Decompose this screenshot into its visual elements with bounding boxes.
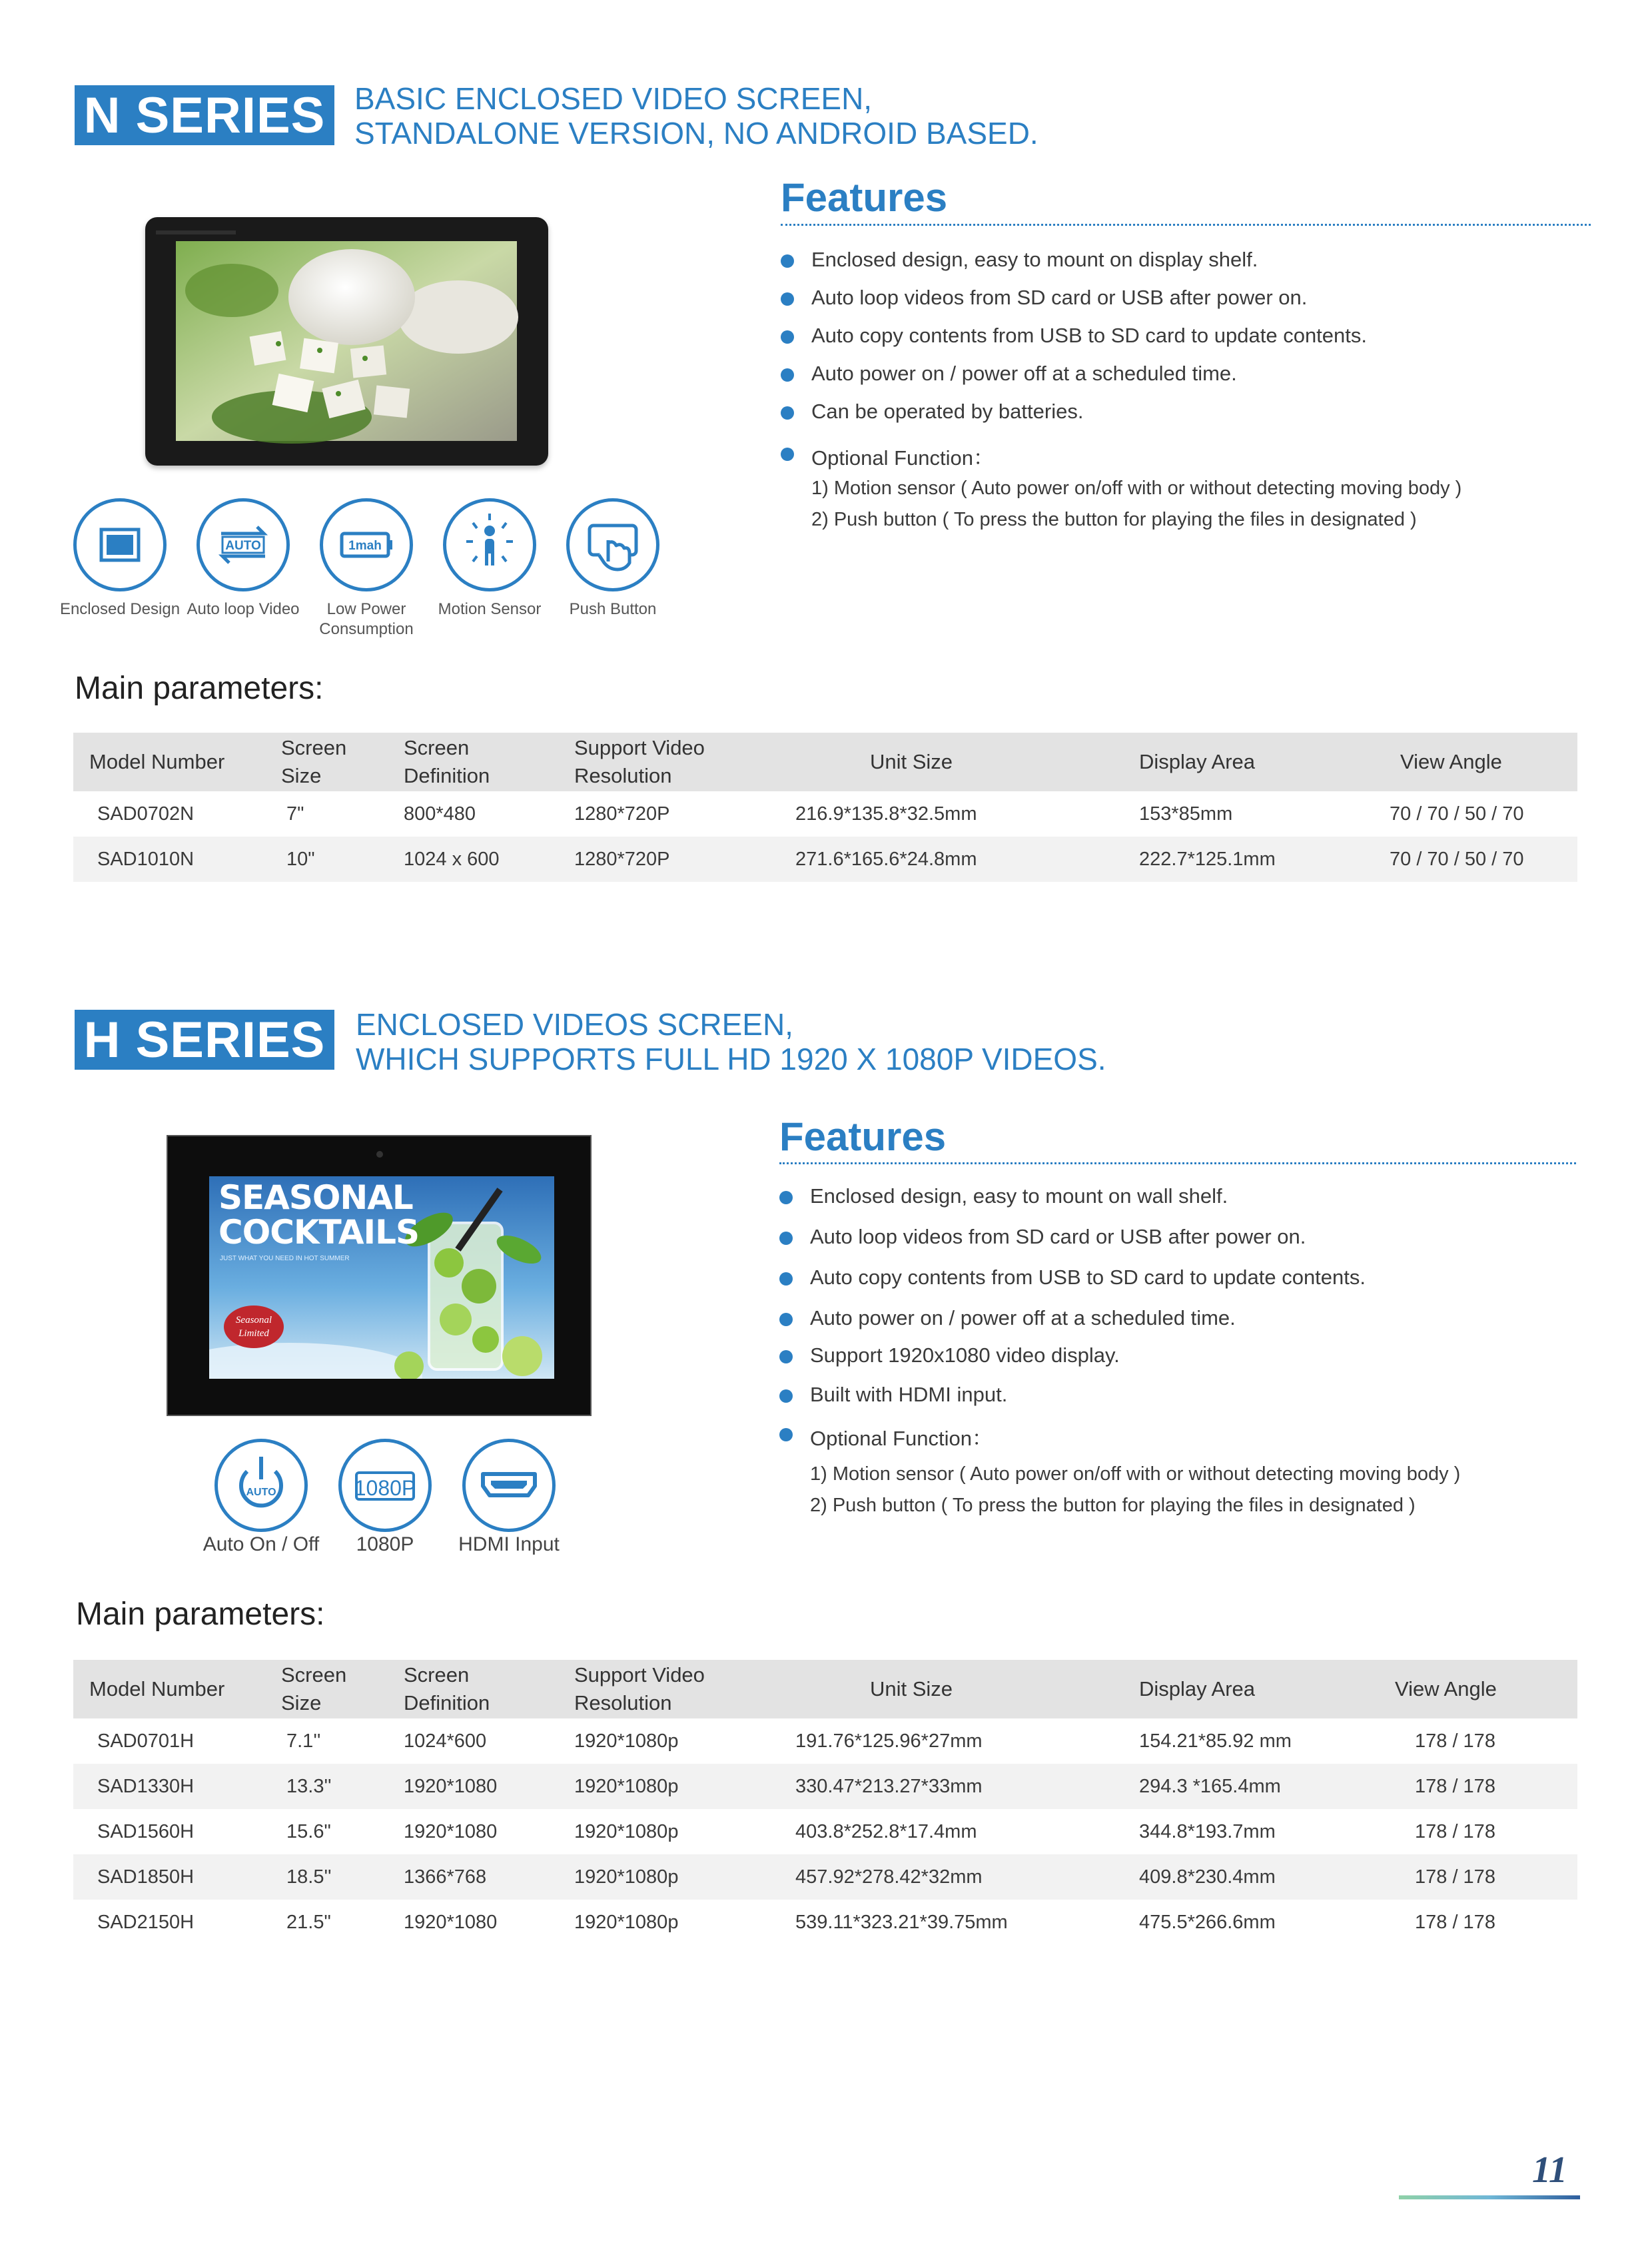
low-power-icon xyxy=(320,498,413,591)
auto-on-off-icon xyxy=(214,1439,308,1532)
cell-resolution: 1280*720P xyxy=(574,837,787,882)
cell-view-angle: 70 / 70 / 50 / 70 xyxy=(1390,803,1524,825)
cell-model: SAD1330H xyxy=(73,1764,281,1809)
cell-definition: 1920*1080 xyxy=(404,1911,498,1933)
svg-text:AUTO: AUTO xyxy=(246,1487,276,1498)
cell-view-angle: 70 / 70 / 50 / 70 xyxy=(1390,837,1577,882)
table-row xyxy=(73,1854,1577,1900)
cell-view-angle: 178 / 178 xyxy=(1390,1764,1577,1809)
col-view-angle: View Angle xyxy=(1390,733,1577,791)
hdmi-input-icon xyxy=(462,1439,556,1532)
cell-definition: 800*480 xyxy=(404,803,476,825)
h-optional-functions xyxy=(810,1459,1609,1521)
cell-resolution: 1920*1080p xyxy=(574,1820,679,1842)
push-button-icon xyxy=(566,498,659,591)
h-series-subtitle-line2: WHICH SUPPORTS FULL HD 1920 X 1080P VIDEOS. xyxy=(356,1042,1106,1076)
h-feature-item: Optional Function： xyxy=(779,1421,1599,1451)
cell-definition: 1024*600 xyxy=(404,1730,487,1752)
svg-text:1mah: 1mah xyxy=(348,539,382,553)
screen-headline-1: SEASONAL xyxy=(218,1178,413,1217)
cell-model: SAD1850H xyxy=(73,1854,281,1900)
table-row xyxy=(73,1900,1577,1945)
table-row xyxy=(73,1764,1577,1809)
cell-resolution: 1920*1080p xyxy=(574,1730,679,1752)
col-support-video-resolution: Support Video Resolution xyxy=(574,733,787,791)
cell-definition: 1024 x 600 xyxy=(404,837,574,882)
cell-resolution: 1920*1080p xyxy=(574,1764,787,1809)
cell-view-angle: 178 / 178 xyxy=(1415,1911,1495,1933)
n-feature-item: Auto loop videos from SD card or USB after power on. xyxy=(781,286,1600,324)
cell-resolution: 1280*720P xyxy=(574,803,670,825)
motion-sensor-icon xyxy=(443,498,536,591)
col-display-area: Display Area xyxy=(1130,733,1390,791)
low-power-label-line2: Consumption xyxy=(319,620,414,638)
push-button-label: Push Button xyxy=(569,600,657,618)
h-features-list xyxy=(779,1184,1599,1451)
n-feature-item: Auto copy contents from USB to SD card to update contents. xyxy=(781,324,1600,362)
h-optional-item: 2) Push button ( To press the button for playing the files in designated ) xyxy=(810,1495,1416,1516)
cell-model: SAD2150H xyxy=(97,1911,195,1933)
h-series-badge: H SERIES xyxy=(75,1010,334,1070)
cell-unit-size: 330.47*213.27*33mm xyxy=(787,1764,1130,1809)
cell-unit-size: 191.76*125.96*27mm xyxy=(795,1730,983,1752)
enclosed-design-label: Enclosed Design xyxy=(59,600,181,618)
table-row xyxy=(73,791,1577,837)
col-support-video-resolution: Support Video Resolution xyxy=(574,1660,787,1718)
cell-resolution: 1920*1080p xyxy=(574,1854,787,1900)
cell-screen-size: 21.5" xyxy=(286,1911,331,1933)
h-main-parameters-title: Main parameters: xyxy=(76,1597,325,1632)
h-optional-item: 1) Motion sensor ( Auto power on/off with or without detecting moving body ) xyxy=(810,1463,1461,1485)
n-feature-item: Can be operated by batteries. xyxy=(781,400,1600,441)
cell-display-area: 222.7*125.1mm xyxy=(1130,837,1390,882)
cell-view-angle: 178 / 178 xyxy=(1390,1854,1577,1900)
cell-model: SAD0701H xyxy=(97,1730,195,1752)
col-unit-size: Unit Size xyxy=(787,733,1130,791)
h-features-title: Features xyxy=(779,1114,947,1159)
n-feature-item: Enclosed design, easy to mount on display shelf. xyxy=(781,248,1600,286)
h-series-screen xyxy=(209,1176,554,1379)
cell-screen-size: 10" xyxy=(281,837,404,882)
n-series-subtitle xyxy=(354,81,1220,151)
col-display-area: Display Area xyxy=(1130,1660,1390,1718)
h-features-divider xyxy=(779,1162,1576,1164)
enclosed-design-icon xyxy=(73,498,167,591)
n-feature-item: Optional Function： xyxy=(781,441,1600,471)
seal-line1: Seasonal xyxy=(235,1315,272,1325)
col-screen-definition: Screen Definition xyxy=(404,733,574,791)
cell-display-area: 153*85mm xyxy=(1139,803,1233,825)
n-features-divider xyxy=(781,224,1591,226)
cell-screen-size: 18.5'' xyxy=(281,1854,404,1900)
cell-view-angle: 178 / 178 xyxy=(1415,1730,1495,1752)
table-row xyxy=(73,1809,1577,1854)
1080p-label: 1080P xyxy=(356,1533,414,1555)
cell-model: SAD1010N xyxy=(73,837,281,882)
h-series-product-image xyxy=(167,1135,592,1416)
footer-line xyxy=(1399,2195,1580,2199)
cell-display-area: 344.8*193.7mm xyxy=(1139,1820,1276,1842)
page-number: 11 xyxy=(1532,2149,1567,2191)
col-screen-definition: Screen Definition xyxy=(404,1660,574,1718)
screen-headline-2: COCKTAILS xyxy=(218,1213,420,1252)
col-model-number: Model Number xyxy=(73,733,281,791)
cell-definition: 1920*1080 xyxy=(404,1820,498,1842)
cell-screen-size: 15.6" xyxy=(286,1820,331,1842)
low-power-label-line1: Low Power xyxy=(326,600,406,618)
h-feature-item: Enclosed design, easy to mount on wall shelf. xyxy=(779,1184,1599,1225)
motion-sensor-label: Motion Sensor xyxy=(438,600,542,618)
h-feature-item: Built with HDMI input. xyxy=(779,1383,1599,1421)
n-parameters-table xyxy=(73,733,1577,882)
auto-loop-video-label: Auto loop Video xyxy=(187,600,300,618)
n-features-title: Features xyxy=(781,175,948,220)
col-unit-size: Unit Size xyxy=(787,1660,1130,1718)
n-optional-functions xyxy=(811,473,1611,536)
svg-text:AUTO: AUTO xyxy=(225,539,261,553)
h-series-subtitle xyxy=(356,1007,1288,1076)
n-series-product-image xyxy=(145,217,548,466)
h-feature-item: Support 1920x1080 video display. xyxy=(779,1343,1599,1383)
n-optional-item: 1) Motion sensor ( Auto power on/off with or without detecting moving body ) xyxy=(811,478,1462,499)
n-series-subtitle-line2: STANDALONE VERSION, NO ANDROID BASED. xyxy=(354,116,1038,151)
h-feature-item: Auto power on / power off at a scheduled time. xyxy=(779,1306,1599,1343)
cell-unit-size: 216.9*135.8*32.5mm xyxy=(795,803,977,825)
screen-tagline: JUST WHAT YOU NEED IN HOT SUMMER xyxy=(220,1255,350,1262)
n-series-screen-photo xyxy=(145,217,548,466)
hdmi-input-label: HDMI Input xyxy=(458,1533,560,1555)
cell-screen-size: 7" xyxy=(286,803,304,825)
seal-line2: Limited xyxy=(238,1328,269,1339)
cell-unit-size: 271.6*165.6*24.8mm xyxy=(787,837,1130,882)
table-row xyxy=(73,1718,1577,1764)
seasonal-limited-seal xyxy=(224,1306,284,1348)
cell-display-area: 409.8*230.4mm xyxy=(1130,1854,1390,1900)
col-view-angle: View Angle xyxy=(1390,1660,1577,1718)
1080p-icon xyxy=(338,1439,432,1532)
auto-on-off-label: Auto On / Off xyxy=(203,1533,320,1555)
cell-definition: 1366*768 xyxy=(404,1854,574,1900)
h-parameters-table xyxy=(73,1660,1577,1945)
camera-dot xyxy=(376,1151,383,1158)
table-header-row xyxy=(73,733,1577,791)
cell-model: SAD0702N xyxy=(97,803,195,825)
h-series-subtitle-line1: ENCLOSED VIDEOS SCREEN, xyxy=(356,1007,793,1042)
col-screen-size: Screen Size xyxy=(281,733,404,791)
cell-definition: 1920*1080 xyxy=(404,1764,574,1809)
cell-view-angle: 178 / 178 xyxy=(1415,1820,1495,1842)
cell-unit-size: 403.8*252.8*17.4mm xyxy=(795,1820,977,1842)
n-features-list xyxy=(781,248,1600,471)
col-model-number: Model Number xyxy=(73,1660,281,1718)
n-main-parameters-title: Main parameters: xyxy=(75,671,324,706)
n-series-subtitle-line1: BASIC ENCLOSED VIDEO SCREEN, xyxy=(354,81,873,116)
n-series-badge: N SERIES xyxy=(75,85,334,145)
cell-resolution: 1920*1080p xyxy=(574,1911,679,1933)
cell-display-area: 294.3 *165.4mm xyxy=(1130,1764,1390,1809)
h-feature-item: Auto loop videos from SD card or USB after power on. xyxy=(779,1225,1599,1266)
svg-text:1080P: 1080P xyxy=(354,1476,416,1500)
table-header-row xyxy=(73,1660,1577,1718)
cell-screen-size: 7.1'' xyxy=(286,1730,321,1752)
cell-model: SAD1560H xyxy=(97,1820,195,1842)
cell-display-area: 475.5*266.6mm xyxy=(1139,1911,1276,1933)
cell-display-area: 154.21*85.92 mm xyxy=(1139,1730,1292,1752)
cell-screen-size: 13.3'' xyxy=(281,1764,404,1809)
auto-loop-video-icon xyxy=(197,498,290,591)
n-optional-item: 2) Push button ( To press the button for playing the files in designated ) xyxy=(811,509,1417,530)
col-screen-size: Screen Size xyxy=(281,1660,404,1718)
h-feature-item: Auto copy contents from USB to SD card to update contents. xyxy=(779,1266,1599,1306)
table-row xyxy=(73,837,1577,882)
cell-unit-size: 457.92*278.42*32mm xyxy=(787,1854,1130,1900)
cell-unit-size: 539.11*323.21*39.75mm xyxy=(795,1911,1008,1933)
n-feature-item: Auto power on / power off at a scheduled time. xyxy=(781,362,1600,400)
